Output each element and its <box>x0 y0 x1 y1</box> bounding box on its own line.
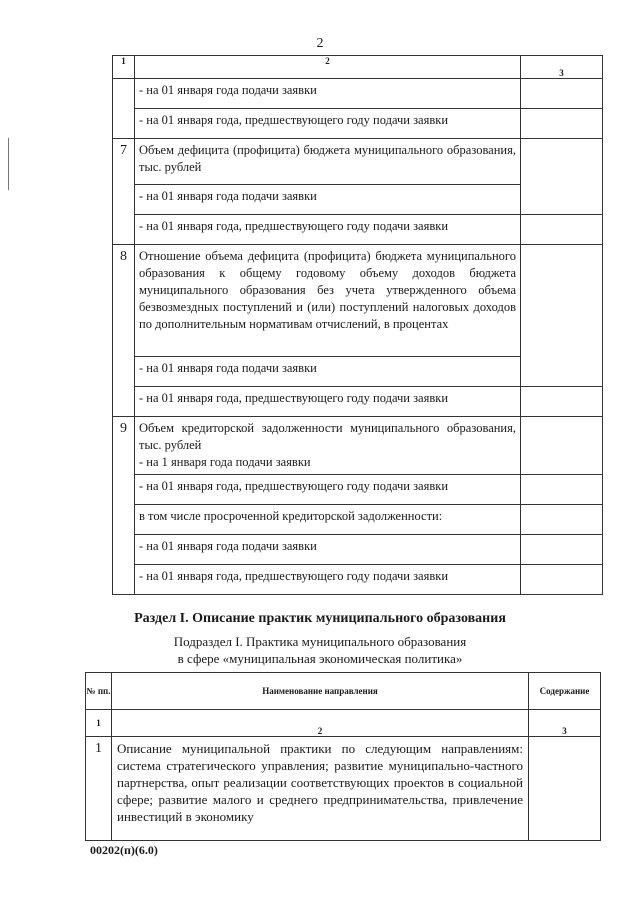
section-title: Раздел I. Описание практик муниципального образования <box>134 611 506 626</box>
header-content: Содержание <box>529 673 601 710</box>
value-cell <box>521 505 603 535</box>
column-number-3: 3 <box>521 56 603 79</box>
value-cell <box>529 737 601 841</box>
item-title-text: Объем кредиторской задолженности муниципального образования, тыс. рублей <box>139 421 516 452</box>
subsection-title <box>0 633 640 667</box>
number-cell <box>113 79 135 139</box>
value-cell <box>521 245 603 387</box>
subsection-title-line-2: в сфере «муниципальная экономическая политика» <box>177 651 463 666</box>
item-title: Объем дефицита (профицита) бюджета муниципального образования, тыс. рублей <box>135 139 521 185</box>
column-number-1: 1 <box>86 710 112 737</box>
table-numbering-row <box>86 710 601 737</box>
item-number: 9 <box>113 417 135 595</box>
item-number: 1 <box>86 737 112 841</box>
row-label: - на 01 января года, предшествующего году подачи заявки <box>135 475 521 505</box>
value-cell <box>521 535 603 565</box>
item-number: 8 <box>113 245 135 417</box>
value-cell <box>521 387 603 417</box>
column-number-3: 3 <box>529 710 601 737</box>
item-title <box>135 417 521 475</box>
value-cell <box>521 109 603 139</box>
criteria-table <box>112 55 603 595</box>
footer-code: 00202(п)(6.0) <box>90 843 158 857</box>
row-label: - на 01 января года, предшествующего году подачи заявки <box>135 215 521 245</box>
header-number: № пп. <box>86 673 112 710</box>
row-label: - на 01 января года, предшествующего году подачи заявки <box>135 565 521 595</box>
table-row <box>86 737 601 841</box>
table-row <box>113 79 603 109</box>
table-row <box>113 215 603 245</box>
margin-mark <box>8 138 9 190</box>
table-row <box>113 505 603 535</box>
table-row <box>113 475 603 505</box>
value-cell <box>521 565 603 595</box>
table-row <box>113 109 603 139</box>
table-row <box>113 387 603 417</box>
value-cell <box>521 475 603 505</box>
row-label: - на 01 января года подачи заявки <box>135 185 521 215</box>
table-header-row <box>86 673 601 710</box>
table-row <box>113 535 603 565</box>
page-number: 2 <box>316 36 324 51</box>
value-cell <box>521 79 603 109</box>
practices-table <box>85 672 601 841</box>
table-header-row <box>113 56 603 79</box>
table-row <box>113 245 603 357</box>
table-row <box>113 417 603 475</box>
column-number-2: 2 <box>135 56 521 79</box>
row-label: - на 01 января года, предшествующего году подачи заявки <box>135 109 521 139</box>
row-label: - на 01 января года подачи заявки <box>135 535 521 565</box>
header-direction-name: Наименование направления <box>112 673 529 710</box>
row-label: - на 1 января года подачи заявки <box>139 455 311 469</box>
row-label: - на 01 января года, предшествующего году подачи заявки <box>135 387 521 417</box>
value-cell <box>521 215 603 245</box>
row-label: - на 01 января года подачи заявки <box>135 79 521 109</box>
row-label: - на 01 января года подачи заявки <box>135 357 521 387</box>
value-cell <box>521 417 603 475</box>
item-number: 7 <box>113 139 135 245</box>
table-row <box>113 565 603 595</box>
table-row <box>113 139 603 185</box>
value-cell <box>521 139 603 215</box>
column-number-1: 1 <box>113 56 135 79</box>
row-label: в том числе просроченной кредиторской задолженности: <box>135 505 521 535</box>
column-number-2: 2 <box>112 710 529 737</box>
subsection-title-line-1: Подраздел I. Практика муниципального образования <box>173 634 467 649</box>
item-title: Отношение объема дефицита (профицита) бюджета муниципального образования к общему годовому объему доходов бюджета муниципального образования без учета утвержденного объема безвозмездных поступлений и (или) поступлений налоговых доходов по дополнительным нормативам отчислений, в процентах <box>135 245 521 357</box>
practice-description: Описание муниципальной практики по следующим направлениям: система стратегического управления; развитие муниципально-частного партнерства, опыт реализации соответствующих проектов в социальной сфере; развитие малого и среднего предпринимательства, привлечение инвестиций в экономику <box>112 737 529 841</box>
